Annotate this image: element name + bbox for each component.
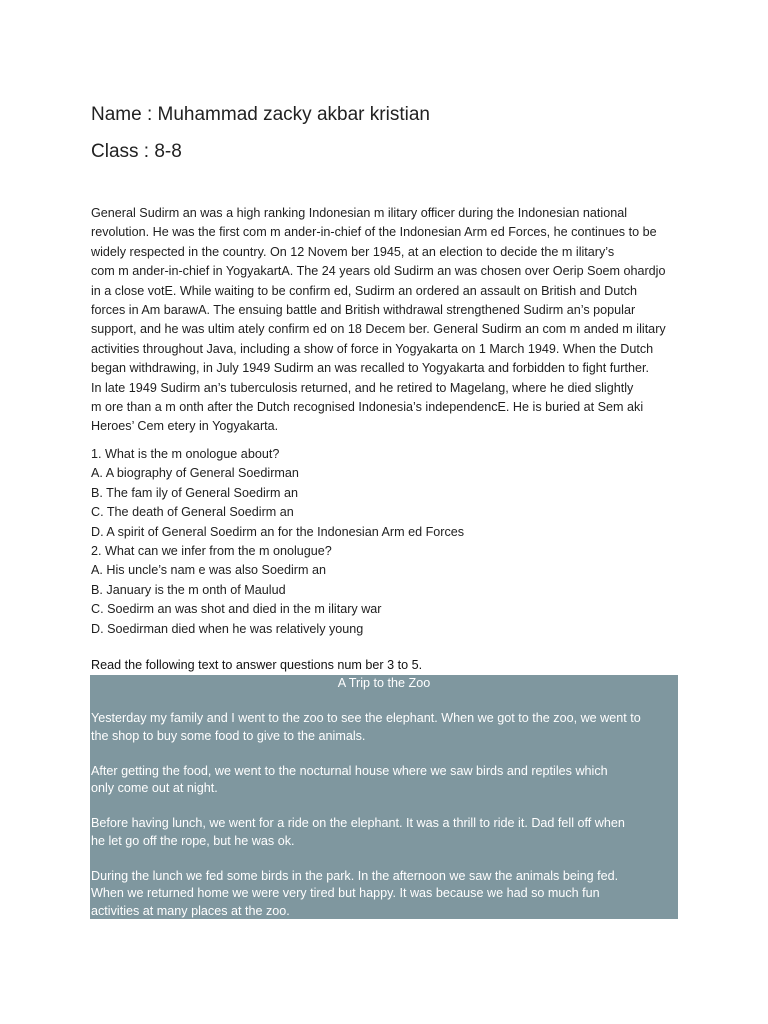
biography-line: widely respected in the country. On 12 Novem ber 1945, at an election to decide the m ilitary’s — [91, 244, 615, 259]
biography-line: in a close votE. While waiting to be confirm ed, Sudirm an ordered an assault on British and Dutch — [91, 283, 638, 298]
biography-line: Heroes’ Cem etery in Yogyakarta. — [91, 419, 279, 434]
question-2-option-c: C. Soedirm an was shot and died in the m ilitary war — [91, 602, 382, 617]
student-class: Class : 8-8 — [91, 141, 182, 162]
passage-line: When we returned home we were very tired but happy. It was because we had so much fun — [91, 886, 600, 900]
biography-paragraph — [91, 204, 681, 437]
question-2-option-b: B. January is the m onth of Maulud — [91, 582, 286, 597]
question-list — [91, 445, 681, 639]
student-name: Name : Muhammad zacky akbar kristian — [91, 104, 430, 125]
passage-spacer — [90, 745, 678, 763]
passage-spacer — [90, 798, 678, 816]
question-1-option-a: A. A biography of General Soedirman — [91, 466, 299, 481]
passage-line: activities at many places at the zoo. — [91, 903, 290, 918]
biography-line: began withdrawing, in July 1949 Sudirm an was recalled to Yogyakarta and forbidden to fight further. — [91, 361, 649, 376]
question-1-option-b: B. The fam ily of General Soedirm an — [91, 485, 298, 500]
biography-line: In late 1949 Sudirm an’s tuberculosis returned, and he retired to Magelang, where he died slightly — [91, 380, 634, 395]
reading-instruction: Read the following text to answer questions num ber 3 to 5. — [91, 658, 423, 672]
passage-line: only come out at night. — [91, 781, 218, 795]
biography-line: activities throughout Java, including a show of force in Yogyakarta on 1 March 1949. When the Dutch — [91, 341, 654, 356]
passage-line: During the lunch we fed some birds in the park. In the afternoon we saw the animals being fed. — [91, 868, 619, 883]
passage-line: he let go off the rope, but he was ok. — [91, 833, 295, 848]
biography-line: forces in Am barawA. The ensuing battle and British withdrawal strengthened Sudirm an’s popular — [91, 303, 636, 318]
question-1-option-d: D. A spirit of General Soedirm an for the Indonesian Arm ed Forces — [91, 524, 465, 539]
passage-spacer — [90, 693, 678, 711]
passage-line: Yesterday my family and I went to the zoo to see the elephant. When we got to the zoo, we went to — [91, 711, 641, 725]
passage-spacer — [90, 850, 678, 868]
question-2-option-d: D. Soedirman died when he was relatively young — [91, 621, 364, 636]
biography-line: com m ander-in-chief in YogyakartA. The 24 years old Sudirm an was chosen over Oerip Soem ohardjo — [91, 264, 666, 279]
biography-line: support, and he was ultim ately confirm ed on 18 Decem ber. General Sudirm an com m anded m ilitary — [91, 322, 666, 337]
passage-title: A Trip to the Zoo — [337, 676, 431, 690]
question-1: 1. What is the m onologue about? — [91, 447, 280, 461]
biography-line: revolution. He was the first com m ander-in-chief of the Indonesian Arm ed Forces, he continues to be — [91, 225, 657, 240]
passage-line: After getting the food, we went to the nocturnal house where we saw birds and reptiles which — [91, 763, 608, 778]
passage-box — [90, 675, 678, 919]
passage-line: the shop to buy some food to give to the animals. — [91, 728, 366, 743]
question-2: 2. What can we infer from the m onolugue? — [91, 544, 332, 559]
passage-line: Before having lunch, we went for a ride on the elephant. It was a thrill to ride it. Dad fell off when — [91, 816, 625, 830]
question-1-option-c: C. The death of General Soedirm an — [91, 505, 294, 520]
biography-line: m ore than a m onth after the Dutch recognised Indonesia’s independencE. He is buried at Sem aki — [91, 400, 644, 415]
biography-line: General Sudirm an was a high ranking Indonesian m ilitary officer during the Indonesian national — [91, 206, 628, 220]
question-2-option-a: A. His uncle’s nam e was also Soedirm an — [91, 563, 326, 578]
